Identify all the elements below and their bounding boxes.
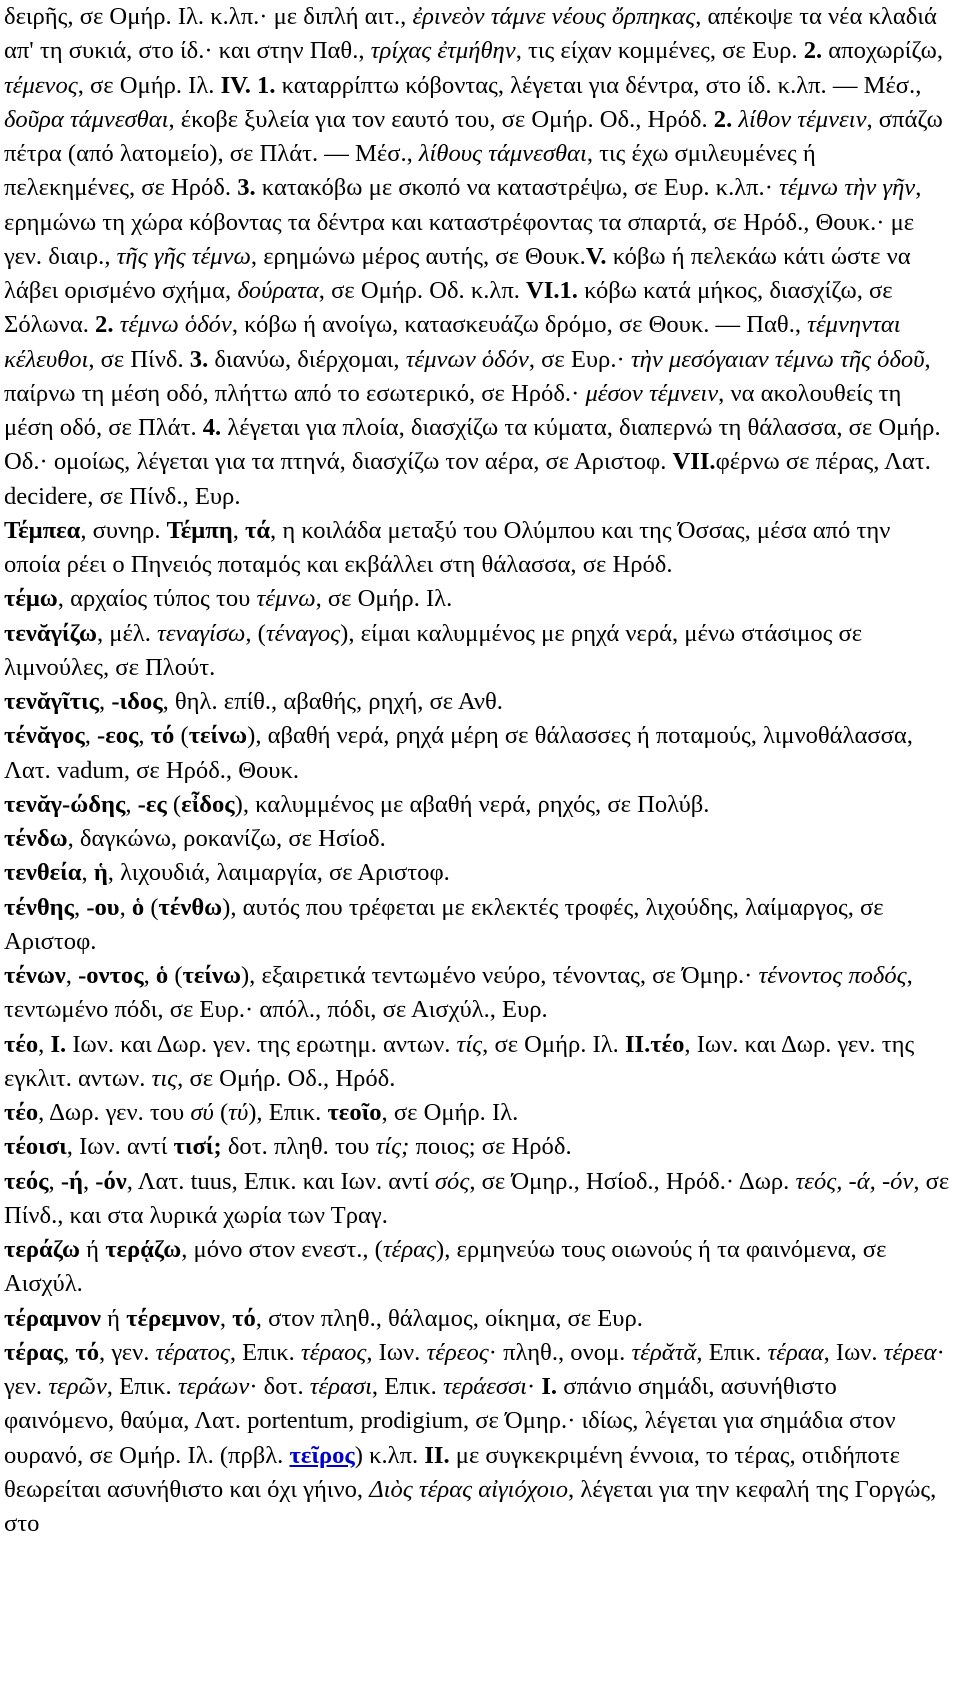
entry-italic-text: τέναγος	[265, 619, 341, 647]
entry-text: , Επικ.	[371, 1373, 443, 1400]
entry-text: , ερημώνω τη χώρα κόβοντας τα δέντρα και καταστρέφοντας τα σπαρτά, σε Ηρόδ., Θουκ.· με γεν. διαιρ.,	[4, 174, 922, 270]
entry-text: , γεν.	[99, 1338, 156, 1366]
entry-bold-text: VII.	[672, 448, 716, 476]
entry-bold-text: τέμω	[4, 585, 58, 613]
entry-text: , σε Ευρ.·	[528, 345, 631, 373]
entry-text: ,	[84, 722, 98, 750]
entry-text: , σε Ομήρ. Ιλ.	[315, 585, 453, 613]
entry-italic-text: τέρᾰτᾰ	[631, 1338, 697, 1366]
entry-text: , λέγεται για την κεφαλή της Γοργώς, στο	[4, 1475, 937, 1537]
entry-text: , σε Πίνδ.	[88, 345, 190, 373]
entry-bold-text: τείνω	[188, 722, 248, 750]
dictionary-entry-teo1	[4, 1028, 950, 1097]
entry-text: (	[168, 962, 183, 989]
entry-text: φέρνω σε πέρας, Λατ. decidere, σε Πίνδ., Ευρ.	[4, 448, 931, 510]
entry-text: ,	[119, 893, 132, 921]
entry-text: ), είμαι καλυμμένος με ρηχά νερά, μένω στάσιμος σε λιμνούλες, σε Πλούτ.	[4, 619, 863, 681]
entry-italic-text: τέμνω ὁδόν	[119, 311, 232, 339]
entry-text: ), καλυμμένος με αβαθή νερά, ρηχός, σε Πολύβ.	[234, 790, 710, 818]
dictionary-entry-terazo	[4, 1233, 950, 1302]
entry-italic-text: τῆς γῆς τέμνω	[116, 242, 251, 270]
entry-bold-text: τένᾰγος	[4, 722, 85, 750]
entry-bold-text: II.τέο	[624, 1030, 685, 1058]
entry-text: ,	[65, 962, 79, 989]
entry-text: , κόβω ή ανοίγω, κατασκευάζω δρόμο, σε Θουκ. — Παθ.,	[231, 311, 808, 339]
entry-italic-text: τις	[151, 1064, 178, 1092]
entry-italic-text: δούρατα	[237, 277, 319, 304]
entry-italic-text: τερῶν	[48, 1373, 107, 1400]
entry-text: ,	[48, 1167, 61, 1195]
entry-text: · γεν.	[4, 1338, 945, 1400]
entry-bold-text: I.	[541, 1373, 558, 1400]
entry-italic-text: τίς	[456, 1030, 483, 1058]
entry-text: ποιος; σε Ηρόδ.	[409, 1133, 572, 1161]
entry-italic-text: σύ	[190, 1099, 214, 1126]
entry-text: , στον πληθ., θάλαμος, οίκημα, σε Ευρ.	[255, 1304, 643, 1332]
entry-text: ,	[74, 893, 87, 921]
entry-text: , παίρνω τη μέση οδό, πλήττω από το εσωτερικό, σε Ηρόδ.·	[4, 345, 931, 407]
entry-bold-text: τείνω	[182, 962, 241, 989]
entry-bold-text: 2.	[803, 37, 823, 65]
dictionary-entry-tenagizo	[4, 617, 950, 686]
entry-text: , σπάζω πέτρα (από λατομείο), σε Πλάτ. — Μέσ.,	[4, 105, 943, 167]
entry-text: (	[144, 893, 159, 921]
entry-text: ,	[219, 1304, 233, 1332]
entry-bold-text: II.	[424, 1441, 450, 1469]
entry-text: ), αβαθή νερά, ρηχά μέρη σε θάλασσες ή ποταμούς, λιμνοθάλασσα, Λατ. vadum, σε Ηρόδ., Θουκ.	[4, 722, 913, 784]
entry-text: , απέκοψε τα νέα κλαδιά απ' τη συκιά, στο ίδ.· και στην Παθ.,	[4, 3, 937, 65]
entry-text: ,	[63, 1338, 76, 1366]
entry-text: , μόνο στον ενεστ., (	[181, 1236, 383, 1263]
dictionary-entry-tenagitis	[4, 685, 950, 719]
entry-bold-text: 4.	[202, 414, 222, 441]
entry-bold-text: -ες	[137, 790, 167, 818]
entry-bold-text: 3.	[237, 174, 256, 202]
entry-bold-text: ἡ	[93, 859, 108, 887]
entry-text: , Επικ.	[696, 1338, 768, 1366]
entry-italic-text: τένοντος ποδός	[758, 962, 907, 989]
entry-bold-text: τερᾴζω	[105, 1236, 182, 1263]
entry-text: ), εξαιρετικά τεντωμένο νεύρο, τένοντας, σε Όμηρ.·	[240, 962, 759, 989]
entry-text: · πληθ., ονομ.	[488, 1338, 632, 1366]
entry-text: , σε Ομήρ. Ιλ.	[381, 1099, 519, 1126]
entry-bold-text: τένθω	[158, 893, 223, 921]
entry-bold-text: τένδω	[4, 825, 68, 852]
entry-bold-text: -ιδος	[111, 688, 163, 715]
entry-italic-text: τύ	[228, 1099, 249, 1126]
entry-italic-text: σός	[434, 1167, 470, 1195]
dictionary-entry-teo2	[4, 1096, 950, 1130]
entry-bold-text: τό	[232, 1304, 256, 1332]
entry-text: δειρῆς, σε Ομήρ. Ιλ. κ.λπ.· με διπλή αιτ.,	[4, 3, 413, 30]
entry-bold-text: ὁ	[131, 893, 145, 921]
entry-text: , Ιων. και Δωρ. γεν. της εγκλιτ. αντων.	[4, 1030, 915, 1092]
entry-text: αποχωρίζω,	[822, 37, 943, 65]
entry-bold-text: τό	[150, 722, 175, 750]
entry-italic-text: τέμνω τὴν γῆν	[779, 174, 916, 202]
entry-italic-text: ἐρινεὸν τάμνε νέους ὄρπηκας	[412, 3, 696, 30]
entry-text: , αρχαίος τύπος του	[57, 585, 257, 613]
entry-bold-text: τεός	[4, 1167, 49, 1195]
entry-text: , δαγκώνω, ροκανίζω, σε Ησίοδ.	[67, 825, 386, 852]
dictionary-entry-tenagodis	[4, 788, 950, 822]
entry-text: , τις έχω σμιλευμένες ή πελεκημένες, σε Ηρόδ.	[4, 140, 816, 202]
dictionary-entry-tentheia	[4, 856, 950, 890]
entry-bold-text: τενθεία	[4, 859, 82, 887]
entry-text: ή	[100, 1304, 127, 1332]
entry-bold-text: ὁ	[155, 962, 169, 989]
dictionary-entry-tempea	[4, 514, 950, 583]
entry-italic-text: τέμνηνται κέλευθοι	[4, 311, 901, 373]
entry-text: ,	[125, 790, 138, 818]
entry-italic-text: τίς;	[375, 1133, 410, 1161]
entry-text: , τις είχαν κομμένες, σε Ευρ.	[515, 37, 804, 65]
entry-text: (	[213, 1099, 229, 1126]
entry-text: , συνηρ.	[80, 516, 167, 544]
entry-italic-text: τεράεσσι	[442, 1373, 527, 1400]
entry-bold-text: τά	[244, 516, 271, 544]
entry-text: , να ακολουθείς τη μέση οδό, σε Πλάτ.	[4, 379, 902, 441]
entry-bold-text: τισί;	[173, 1133, 222, 1161]
entry-text: ,	[99, 688, 112, 715]
entry-text: , ερημώνω μέρος αυτής, σε Θουκ.	[250, 242, 586, 270]
entry-bold-text: τένθης	[4, 893, 75, 921]
dictionary-entry-tenthis	[4, 891, 950, 960]
entry-italic-text: τεράων	[177, 1373, 250, 1400]
entry-italic-text: τέμενος	[4, 71, 78, 99]
entry-text: , (	[245, 619, 266, 647]
entry-bold-text: I.	[50, 1030, 67, 1058]
entry-italic-text: τέρεος	[426, 1338, 489, 1366]
entry-italic-text: μέσον τέμνειν	[585, 379, 719, 407]
entry-bold-text: εἶδος	[181, 790, 235, 818]
entry-bold-text: τέρας	[4, 1338, 64, 1366]
entry-italic-text: τέμνων ὁδόν	[405, 345, 529, 373]
entry-text: , σε Πίνδ., και στα λυρικά χωρία των Τραγ.	[4, 1167, 950, 1229]
entry-bold-text: τό	[75, 1338, 100, 1366]
entry-text: Ιων. και Δωρ. γεν. της ερωτημ. αντων.	[66, 1030, 457, 1058]
entry-italic-text: τέραα	[767, 1338, 824, 1366]
entry-bold-text: -εος	[97, 722, 139, 750]
entry-text: ,	[138, 722, 151, 750]
entry-bold-text: τενᾰγῖτις	[4, 688, 100, 715]
entry-italic-text: τὴν μεσόγαιαν τέμνω τῆς ὁδοῦ	[630, 345, 925, 373]
entry-text: ,	[81, 859, 94, 887]
entry-text: · δοτ.	[249, 1373, 310, 1400]
entry-bold-text: τέραμνον	[4, 1304, 101, 1332]
entry-bold-text: τεράζω	[4, 1236, 81, 1263]
entry-text: ,	[232, 516, 245, 544]
dictionary-entry-teos	[4, 1165, 950, 1234]
dictionary-entry-teras	[4, 1336, 950, 1542]
entry-text: , η κοιλάδα μεταξύ του Ολύμπου και της Όσσας, μέσα από την οποία ρέει ο Πηνειός ποταμός και εκβάλλει στη θάλασσα, σε Ηρόδ.	[4, 516, 891, 578]
entry-text: λέγεται για πλοία, διασχίζω τα κύματα, διαπερνώ τη θάλασσα, σε Ομήρ. Οδ.· ομοίως, λέγεται για τα πτηνά, διασχίζω τον αέρα, σε Αριστοφ.	[4, 414, 941, 476]
dictionary-entry-temno-cont	[4, 0, 950, 514]
entry-text: σπάνιο σημάδι, ασυνήθιστο φαινόμενο, θαύμα, Λατ. portentum, prodigium, σε Όμηρ.· ιδίως, λέγεται για σημάδια στον ουρανό, σε Ομήρ. Ιλ. (πρβλ.	[4, 1373, 896, 1469]
entry-italic-text: τέραος	[300, 1338, 367, 1366]
entry-italic-text: τέρατος	[155, 1338, 230, 1366]
entry-text: , τεντωμένο πόδι, σε Ευρ.· απόλ., πόδι, σε Αισχύλ., Ευρ.	[4, 962, 913, 1024]
entry-bold-text: -όν	[95, 1167, 127, 1195]
entry-bold-text: Τέμπεα	[4, 516, 81, 544]
entry-text: , σε Ομήρ. Οδ., Ηρόδ.	[177, 1064, 396, 1092]
entry-bold-text: -ου	[86, 893, 120, 921]
entry-italic-text: λίθον τέμνειν	[738, 105, 867, 133]
entry-italic-text: τέρεα	[883, 1338, 937, 1366]
entry-italic-text: τρίχας ἐτμήθην	[370, 37, 516, 65]
entry-bold-text: τεοῖο	[327, 1099, 382, 1126]
entry-text: , θηλ. επίθ., αβαθής, ρηχή, σε Ανθ.	[162, 688, 503, 715]
entry-bold-text: τέο	[4, 1099, 39, 1126]
entry-text: , Επικ.	[106, 1373, 178, 1400]
entry-text: ), Επικ.	[248, 1099, 328, 1126]
entry-bold-text: -ή	[60, 1167, 83, 1195]
entry-bold-text: 3.	[189, 345, 209, 373]
entry-bold-text: 2.	[95, 311, 114, 339]
entry-text: καταρρίπτω κόβοντας, λέγεται για δέντρα, στο ίδ. κ.λπ. — Μέσ.,	[275, 71, 922, 99]
entry-text: , σε Ομήρ. Ιλ.	[482, 1030, 625, 1058]
entry-text: κατακόβω με σκοπό να καταστρέψω, σε Ευρ. κ.λπ.·	[255, 174, 780, 202]
entry-italic-text: τέμνω	[256, 585, 316, 613]
entry-bold-text: Τέμπη	[166, 516, 233, 544]
entry-bold-text: VI.1.	[526, 277, 578, 304]
entry-bold-text: τέο	[4, 1030, 39, 1058]
entry-text: , Επικ.	[229, 1338, 301, 1366]
entry-text: , Ιων.	[823, 1338, 884, 1366]
entry-text: , σε Ομήρ. Οδ. κ.λπ.	[318, 277, 527, 304]
entry-bold-text: τέρεμνον	[126, 1304, 220, 1332]
cross-reference-link[interactable]: τεῖρος	[289, 1441, 355, 1469]
entry-text: , λιχουδιά, λαιμαργία, σε Αριστοφ.	[107, 859, 450, 887]
entry-text: , σε Ομήρ. Ιλ.	[77, 71, 221, 99]
entry-bold-text: IV. 1.	[220, 71, 276, 99]
entry-text: ή	[80, 1236, 106, 1263]
entry-bold-text: V.	[585, 242, 607, 270]
entry-italic-text: τέρασι	[309, 1373, 372, 1400]
entry-text: κόβω ή πελεκάω κάτι ώστε να λάβει ορισμένο σχήμα,	[4, 242, 911, 304]
entry-text: δοτ. πληθ. του	[221, 1133, 376, 1161]
entry-text: , Δωρ. γεν. του	[38, 1099, 191, 1126]
entry-text: διανύω, διέρχομαι,	[208, 345, 406, 373]
dictionary-entry-tenon	[4, 959, 950, 1028]
entry-text: ,	[38, 1030, 51, 1058]
entry-text: ), ερμηνεύω τους οιωνούς ή τα φαινόμενα, σε Αισχύλ.	[4, 1236, 887, 1298]
entry-text: ·	[526, 1373, 542, 1400]
entry-text: κόβω κατά μήκος, διασχίζω, σε Σόλωνα.	[4, 277, 893, 339]
entry-text: , σε Όμηρ., Ησίοδ., Ηρόδ.· Δωρ.	[469, 1167, 796, 1195]
entry-text: ), αυτός που τρέφεται με εκλεκτές τροφές, λιχούδης, λαίμαργος, σε Αριστοφ.	[4, 893, 884, 955]
entry-bold-text: 2.	[713, 105, 733, 133]
dictionary-entry-temo	[4, 582, 950, 616]
entry-text: με συγκεκριμένη έννοια, το τέρας, οτιδήποτε θεωρείται ασυνήθιστο και όχι γήινο,	[4, 1441, 900, 1503]
entry-bold-text: -οντος	[78, 962, 144, 989]
entry-text: , Ιων. αντί	[66, 1133, 174, 1161]
entry-bold-text: τένων	[4, 962, 66, 989]
entry-italic-text: Διὸς τέρας αἰγιόχοιο	[369, 1475, 569, 1503]
entry-text: ,	[143, 962, 156, 989]
dictionary-entry-teramnon	[4, 1302, 950, 1336]
entry-italic-text: τεός, -ά, -όν	[795, 1167, 914, 1195]
entry-italic-text: τέρας	[382, 1236, 437, 1263]
entry-italic-text: δοῦρα τάμνεσθαι	[4, 105, 169, 133]
entry-text: ) κ.λπ.	[354, 1441, 425, 1469]
entry-text: , Λατ. tuus, Επικ. και Ιων. αντί	[126, 1167, 435, 1195]
entry-italic-text: λίθους τάμνεσθαι	[418, 140, 587, 167]
dictionary-entry-tendo	[4, 822, 950, 856]
entry-text: ,	[82, 1167, 96, 1195]
entry-text: , Ιων.	[366, 1338, 427, 1366]
entry-text: (	[166, 790, 182, 818]
entry-bold-text: τενᾰγ-ώδης	[4, 790, 126, 818]
entry-text: (	[174, 722, 189, 750]
entry-text: , έκοβε ξυλεία για τον εαυτό του, σε Ομήρ. Οδ., Ηρόδ.	[168, 105, 714, 133]
dictionary-entry-teoisi	[4, 1130, 950, 1164]
entry-bold-text: τενᾰγίζω	[4, 619, 97, 647]
entry-bold-text: τέοισι	[4, 1133, 67, 1161]
entry-text: , μέλ.	[96, 619, 158, 647]
dictionary-entry-tenagos	[4, 719, 950, 788]
entry-italic-text: τεναγίσω	[157, 619, 246, 647]
